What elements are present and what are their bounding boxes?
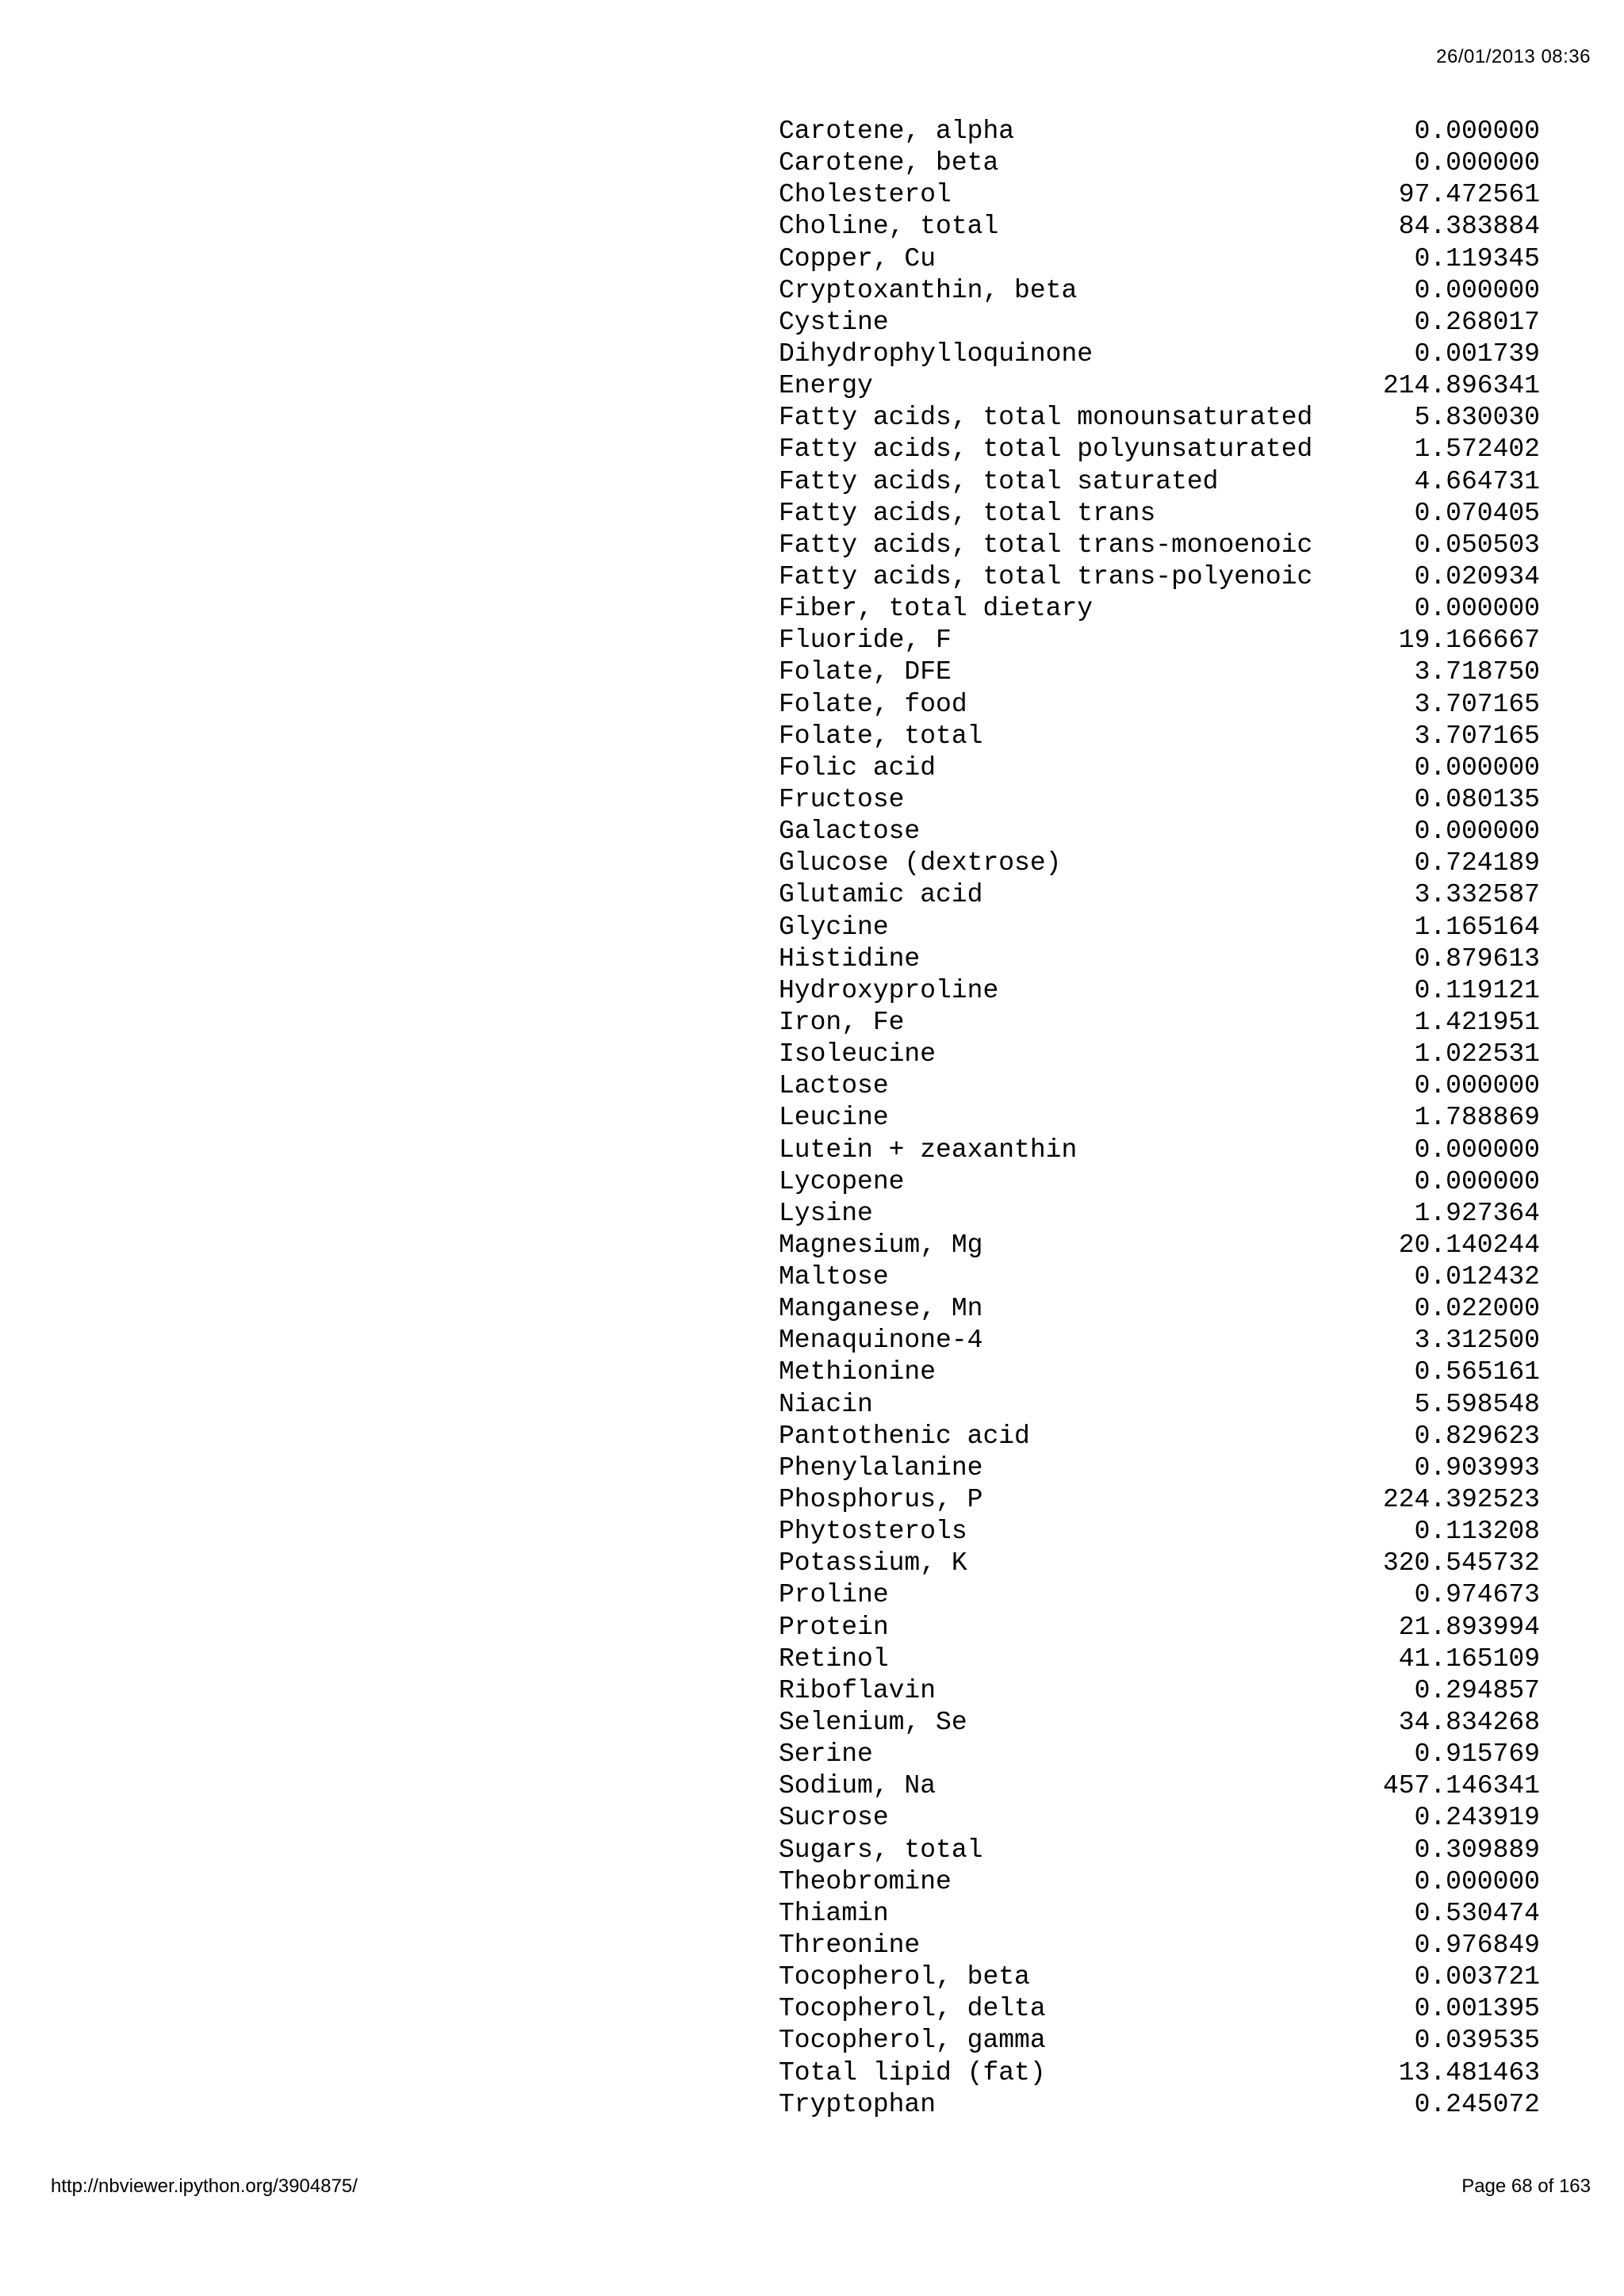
table-row (779, 1039, 1540, 1070)
nutrient-value: 0.000000 (1414, 275, 1540, 305)
nutrient-value: 0.001739 (1414, 339, 1540, 369)
table-row (779, 116, 1540, 147)
nutrient-value: 3.312500 (1414, 1326, 1540, 1356)
table-row (779, 1866, 1540, 1898)
nutrient-name: Potassium, K (779, 1548, 967, 1578)
table-row (779, 370, 1540, 402)
nutrient-value: 21.893994 (1398, 1612, 1540, 1642)
nutrient-name: Fatty acids, total saturated (779, 466, 1219, 496)
nutrient-value: 0.080135 (1414, 784, 1540, 814)
table-row (779, 1930, 1540, 1961)
nutrient-name: Fatty acids, total trans (779, 498, 1156, 528)
table-row (779, 1102, 1540, 1134)
nutrient-name: Fatty acids, total polyunsaturated (779, 434, 1313, 465)
nutrient-value: 214.896341 (1382, 371, 1540, 401)
nutrient-name: Fatty acids, total trans-polyenoic (779, 561, 1313, 591)
nutrient-value: 0.976849 (1414, 1931, 1540, 1961)
nutrient-name: Folate, food (779, 689, 967, 719)
nutrient-name: Pantothenic acid (779, 1421, 1030, 1451)
nutrient-name: Fatty acids, total monounsaturated (779, 403, 1313, 433)
nutrient-value: 0.000000 (1414, 1166, 1540, 1196)
nutrient-name: Proline (779, 1580, 889, 1610)
nutrient-name: Sugars, total (779, 1835, 983, 1865)
nutrient-value: 1.572402 (1414, 434, 1540, 465)
table-row (779, 1325, 1540, 1357)
table-row (779, 656, 1540, 688)
nutrient-name: Cryptoxanthin, beta (779, 275, 1078, 305)
table-row (779, 243, 1540, 275)
table-row (779, 561, 1540, 593)
nutrient-name: Retinol (779, 1644, 889, 1674)
nutrient-name: Phenylalanine (779, 1452, 983, 1483)
table-row (779, 1898, 1540, 1930)
nutrient-value: 3.707165 (1414, 689, 1540, 719)
nutrient-table (779, 116, 1540, 2121)
nutrient-name: Maltose (779, 1262, 889, 1292)
nutrient-value: 0.000000 (1414, 1071, 1540, 1101)
table-row (779, 2089, 1540, 2121)
nutrient-value: 0.000000 (1414, 752, 1540, 783)
nutrient-name: Dihydrophylloquinone (779, 339, 1094, 369)
nutrient-value: 0.829623 (1414, 1421, 1540, 1451)
table-row (779, 1389, 1540, 1421)
nutrient-name: Tocopherol, delta (779, 1994, 1046, 2024)
nutrient-value: 0.012432 (1414, 1262, 1540, 1292)
table-row (779, 434, 1540, 465)
nutrient-value: 0.000000 (1414, 594, 1540, 624)
table-row (779, 879, 1540, 911)
nutrient-value: 0.724189 (1414, 848, 1540, 878)
page-number: Page 68 of 163 (1461, 2175, 1591, 2197)
nutrient-value: 0.119345 (1414, 243, 1540, 274)
nutrient-value: 0.294857 (1414, 1675, 1540, 1705)
table-row (779, 1516, 1540, 1548)
table-row (779, 1007, 1540, 1039)
table-row (779, 1230, 1540, 1261)
table-row (779, 498, 1540, 530)
table-row (779, 1644, 1540, 1675)
nutrient-value: 0.974673 (1414, 1580, 1540, 1610)
nutrient-name: Protein (779, 1612, 889, 1642)
nutrient-value: 0.119121 (1414, 975, 1540, 1005)
nutrient-value: 0.020934 (1414, 561, 1540, 591)
nutrient-value: 0.903993 (1414, 1452, 1540, 1483)
table-row (779, 784, 1540, 816)
nutrient-name: Fiber, total dietary (779, 594, 1094, 624)
nutrient-value: 1.788869 (1414, 1103, 1540, 1133)
nutrient-value: 3.332587 (1414, 880, 1540, 910)
nutrient-name: Lactose (779, 1071, 889, 1101)
nutrient-value: 3.718750 (1414, 657, 1540, 687)
nutrient-value: 20.140244 (1398, 1230, 1540, 1260)
table-row (779, 2025, 1540, 2057)
nutrient-name: Riboflavin (779, 1675, 936, 1705)
table-row (779, 307, 1540, 339)
nutrient-value: 5.830030 (1414, 403, 1540, 433)
nutrient-value: 0.245072 (1414, 2089, 1540, 2119)
table-row (779, 1993, 1540, 2025)
nutrient-name: Carotene, beta (779, 148, 999, 178)
nutrient-value: 0.000000 (1414, 1866, 1540, 1896)
table-row (779, 625, 1540, 656)
table-row (779, 816, 1540, 848)
nutrient-value: 13.481463 (1398, 2057, 1540, 2087)
nutrient-name: Tocopherol, beta (779, 1962, 1030, 1992)
nutrient-name: Thiamin (779, 1898, 889, 1928)
table-row (779, 912, 1540, 943)
nutrient-value: 0.530474 (1414, 1898, 1540, 1928)
table-row (779, 1707, 1540, 1739)
nutrient-name: Sodium, Na (779, 1771, 936, 1801)
table-row (779, 1675, 1540, 1707)
nutrient-value: 0.113208 (1414, 1517, 1540, 1547)
table-row (779, 2057, 1540, 2089)
nutrient-name: Lysine (779, 1198, 873, 1228)
nutrient-name: Phytosterols (779, 1517, 967, 1547)
nutrient-name: Fluoride, F (779, 626, 952, 656)
nutrient-value: 0.915769 (1414, 1739, 1540, 1770)
nutrient-value: 19.166667 (1398, 626, 1540, 656)
nutrient-value: 34.834268 (1398, 1708, 1540, 1738)
nutrient-name: Folate, DFE (779, 657, 952, 687)
nutrient-name: Choline, total (779, 212, 999, 242)
nutrient-value: 0.001395 (1414, 1994, 1540, 2024)
nutrient-value: 5.598548 (1414, 1389, 1540, 1419)
nutrient-value: 0.003721 (1414, 1962, 1540, 1992)
print-timestamp: 26/01/2013 08:36 (1436, 46, 1591, 67)
table-row (779, 752, 1540, 784)
table-row (779, 1770, 1540, 1802)
nutrient-name: Tryptophan (779, 2089, 936, 2119)
nutrient-name: Cholesterol (779, 180, 952, 210)
table-row (779, 1739, 1540, 1770)
table-row (779, 1612, 1540, 1644)
table-row (779, 1579, 1540, 1611)
table-row (779, 211, 1540, 243)
nutrient-value: 1.421951 (1414, 1007, 1540, 1037)
table-row (779, 1802, 1540, 1834)
nutrient-name: Fatty acids, total trans-monoenoic (779, 530, 1313, 560)
nutrient-value: 320.545732 (1382, 1548, 1540, 1578)
nutrient-value: 0.879613 (1414, 943, 1540, 974)
nutrient-value: 0.022000 (1414, 1294, 1540, 1324)
table-row (779, 1357, 1540, 1388)
nutrient-value: 0.000000 (1414, 117, 1540, 146)
nutrient-value: 1.022531 (1414, 1039, 1540, 1070)
nutrient-value: 0.268017 (1414, 307, 1540, 337)
nutrient-value: 0.039535 (1414, 2026, 1540, 2056)
nutrient-name: Folic acid (779, 752, 936, 783)
nutrient-name: Menaquinone-4 (779, 1326, 983, 1356)
nutrient-name: Methionine (779, 1357, 936, 1387)
nutrient-name: Threonine (779, 1931, 921, 1961)
table-row (779, 593, 1540, 625)
nutrient-name: Total lipid (fat) (779, 2057, 1046, 2087)
table-row (779, 1548, 1540, 1579)
table-row (779, 530, 1540, 561)
table-row (779, 1261, 1540, 1293)
nutrient-name: Histidine (779, 943, 921, 974)
nutrient-name: Iron, Fe (779, 1007, 905, 1037)
table-row (779, 721, 1540, 752)
nutrient-value: 97.472561 (1398, 180, 1540, 210)
nutrient-name: Sucrose (779, 1803, 889, 1833)
table-row (779, 275, 1540, 307)
nutrient-name: Hydroxyproline (779, 975, 999, 1005)
nutrient-value: 0.565161 (1414, 1357, 1540, 1387)
nutrient-value: 84.383884 (1398, 212, 1540, 242)
nutrient-name: Copper, Cu (779, 243, 936, 274)
table-row (779, 147, 1540, 179)
nutrient-value: 0.050503 (1414, 530, 1540, 560)
nutrient-name: Tocopherol, gamma (779, 2026, 1046, 2056)
table-row (779, 466, 1540, 498)
nutrient-value: 0.000000 (1414, 148, 1540, 178)
table-row (779, 1070, 1540, 1102)
table-row (779, 1452, 1540, 1484)
nutrient-name: Fructose (779, 784, 905, 814)
nutrient-name: Isoleucine (779, 1039, 936, 1070)
nutrient-name: Lycopene (779, 1166, 905, 1196)
nutrient-value: 1.165164 (1414, 912, 1540, 942)
nutrient-value: 457.146341 (1382, 1771, 1540, 1801)
table-row (779, 1484, 1540, 1516)
table-row (779, 689, 1540, 721)
nutrient-name: Manganese, Mn (779, 1294, 983, 1324)
nutrient-name: Glycine (779, 912, 889, 942)
table-row (779, 1421, 1540, 1452)
table-row (779, 179, 1540, 211)
table-row (779, 339, 1540, 370)
nutrient-name: Selenium, Se (779, 1708, 967, 1738)
nutrient-value: 0.070405 (1414, 498, 1540, 528)
nutrient-value: 224.392523 (1382, 1485, 1540, 1515)
nutrient-value: 41.165109 (1398, 1644, 1540, 1674)
nutrient-name: Energy (779, 371, 873, 401)
nutrient-name: Lutein + zeaxanthin (779, 1135, 1078, 1165)
nutrient-value: 4.664731 (1414, 466, 1540, 496)
nutrient-value: 0.243919 (1414, 1803, 1540, 1833)
nutrient-name: Theobromine (779, 1866, 952, 1896)
table-row (779, 1835, 1540, 1866)
nutrient-name: Serine (779, 1739, 873, 1770)
nutrient-name: Niacin (779, 1389, 873, 1419)
nutrient-name: Phosphorus, P (779, 1485, 983, 1515)
table-row (779, 1961, 1540, 1993)
nutrient-value: 0.309889 (1414, 1835, 1540, 1865)
footer-url: http://nbviewer.ipython.org/3904875/ (51, 2175, 358, 2197)
table-row (779, 943, 1540, 975)
nutrient-name: Folate, total (779, 721, 983, 751)
table-row (779, 402, 1540, 434)
nutrient-name: Carotene, alpha (779, 117, 1015, 146)
nutrient-name: Leucine (779, 1103, 889, 1133)
nutrient-value: 0.000000 (1414, 1135, 1540, 1165)
nutrient-value: 3.707165 (1414, 721, 1540, 751)
nutrient-name: Magnesium, Mg (779, 1230, 983, 1260)
table-row (779, 1293, 1540, 1325)
table-row (779, 1198, 1540, 1230)
nutrient-name: Glutamic acid (779, 880, 983, 910)
nutrient-name: Cystine (779, 307, 889, 337)
nutrient-name: Glucose (dextrose) (779, 848, 1062, 878)
table-row (779, 848, 1540, 879)
nutrient-value: 0.000000 (1414, 817, 1540, 847)
table-row (779, 975, 1540, 1007)
nutrient-value: 1.927364 (1414, 1198, 1540, 1228)
table-row (779, 1135, 1540, 1166)
nutrient-name: Galactose (779, 817, 921, 847)
table-row (779, 1166, 1540, 1198)
